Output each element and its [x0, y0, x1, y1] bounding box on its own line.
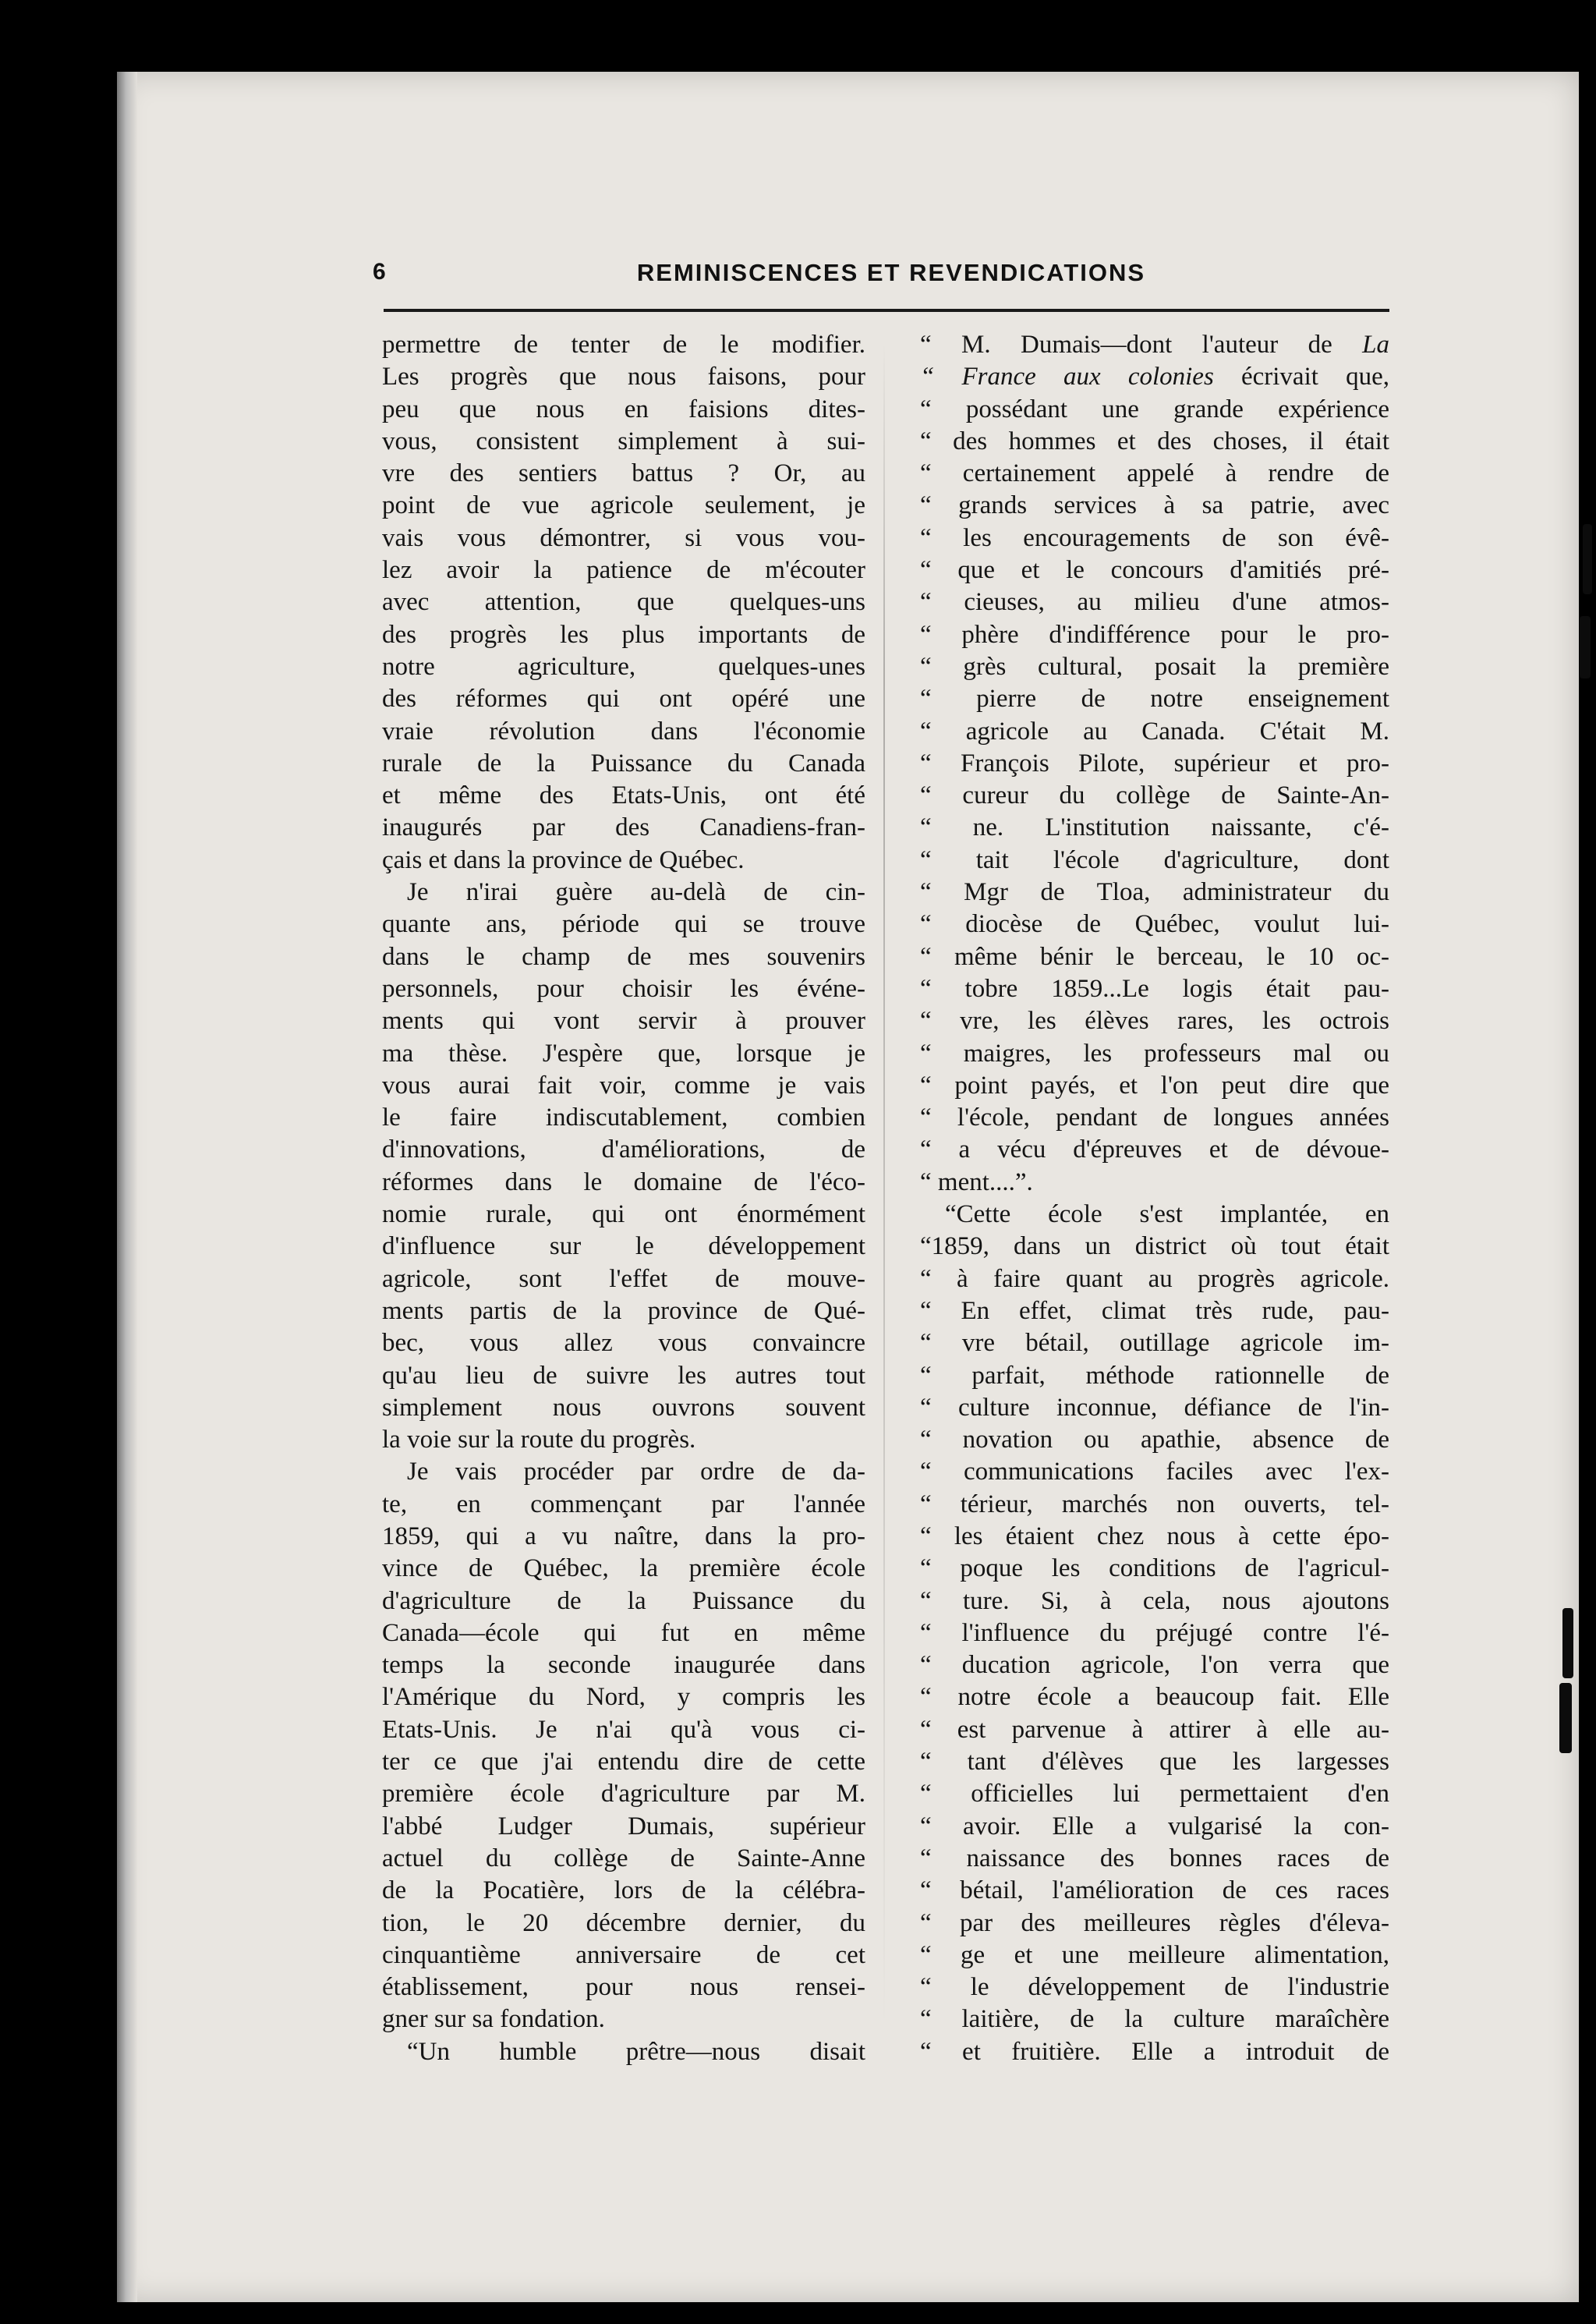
text-line: “ maigres, les professeurs mal ou: [920, 1039, 1389, 1068]
page-number: 6: [373, 259, 386, 285]
text-line: vous aurai fait voir, comme je vais: [382, 1071, 865, 1100]
text-line: çais et dans la province de Québec.: [382, 845, 745, 874]
text-line: “ officielles lui permettaient d'en: [920, 1780, 1389, 1809]
running-head: REMINISCENCES ET REVENDICATIONS: [636, 259, 1146, 286]
text-line: “Cette école s'est implantée, en: [945, 1200, 1389, 1229]
text-line: “ agricole au Canada. C'était M.: [920, 717, 1389, 746]
text-line: “ a vécu d'épreuves et de dévoue-: [920, 1135, 1389, 1164]
page-binding-shadow: [117, 72, 137, 2302]
text-line: “ des hommes et des choses, il était: [920, 427, 1389, 455]
text-line: “ Mgr de Tloa, administrateur du: [920, 878, 1389, 907]
text-line: Je n'irai guère au-delà de cin-: [407, 878, 865, 907]
text-line: point de vue agricole seulement, je: [382, 491, 865, 520]
text-line: “ l'influence du préjugé contre l'é-: [920, 1618, 1389, 1647]
text-line: “ par des meilleures règles d'éleva-: [920, 1908, 1389, 1937]
text-line: “ pierre de notre enseignement: [920, 685, 1389, 714]
scan-border: [1584, 0, 1596, 2324]
text-line: première école d'agriculture par M.: [382, 1780, 865, 1809]
text-line: Canada—école qui fut en même: [382, 1618, 865, 1647]
scan-edge-mark: [1580, 616, 1591, 678]
text-line: inaugurés par des Canadiens-fran-: [382, 813, 865, 842]
text-line: “ et fruitière. Elle a introduit de: [920, 2037, 1389, 2066]
text-line: “ ge et une meilleure alimentation,: [920, 1940, 1389, 1969]
text-line: notre agriculture, quelques-unes: [382, 652, 865, 681]
text-line: vous, consistent simplement à sui-: [382, 427, 865, 455]
text-line: “ communications faciles avec l'ex-: [920, 1458, 1389, 1486]
text-line: “ le développement de l'industrie: [920, 1973, 1389, 2002]
text-line: “ naissance des bonnes races de: [920, 1844, 1389, 1872]
text-line: “ à faire quant au progrès agricole.: [920, 1264, 1389, 1293]
scan-edge-mark: [1583, 524, 1592, 594]
text-line: cinquantième anniversaire de cet: [382, 1940, 865, 1969]
text-line: nomie rurale, qui ont énormément: [382, 1200, 865, 1229]
text-line: “ notre école a beaucoup fait. Elle: [920, 1683, 1389, 1712]
text-line: gner sur sa fondation.: [382, 2005, 605, 2034]
text-line: Etats-Unis. Je n'ai qu'à vous ci-: [382, 1715, 865, 1744]
text-line: “ tobre 1859...Le logis était pau-: [920, 974, 1389, 1003]
text-line: de la Pocatière, lors de la célébra-: [382, 1876, 865, 1905]
text-line: permettre de tenter de le modifier.: [382, 331, 865, 359]
text-line: des progrès les plus importants de: [382, 620, 865, 649]
text-line: “ est parvenue à attirer à elle au-: [920, 1715, 1389, 1744]
right-text-column: [920, 329, 1389, 2068]
text-line: dans le champ de mes souvenirs: [382, 942, 865, 971]
text-line: “ ne. L'institution naissante, c'é-: [920, 813, 1389, 842]
text-line: te, en commençant par l'année: [382, 1490, 865, 1518]
scan-edge-mark: [1562, 1608, 1573, 1678]
text-line: “ grès cultural, posait la première: [920, 652, 1389, 681]
text-line: ments partis de la province de Qué-: [382, 1296, 865, 1325]
text-line: actuel du collège de Sainte-Anne: [382, 1844, 865, 1872]
text-line: “ tant d'élèves que les largesses: [920, 1748, 1389, 1777]
text-line: “ novation ou apathie, absence de: [920, 1426, 1389, 1454]
text-line: “ culture inconnue, défiance de l'in-: [920, 1393, 1389, 1422]
text-line: agricole, sont l'effet de mouve-: [382, 1264, 865, 1293]
text-line: vraie révolution dans l'économie: [382, 717, 865, 746]
text-line: “ les étaient chez nous à cette épo-: [920, 1522, 1389, 1550]
text-line: vince de Québec, la première école: [382, 1554, 865, 1583]
text-line: tion, le 20 décembre dernier, du: [382, 1908, 865, 1937]
text-line: ma thèse. J'espère que, lorsque je: [382, 1039, 865, 1068]
text-line: peu que nous en faisions dites-: [382, 395, 865, 423]
text-line: “ bétail, l'amélioration de ces races: [920, 1876, 1389, 1905]
text-line: “ vre bétail, outillage agricole im-: [920, 1329, 1389, 1358]
text-line: des réformes qui ont opéré une: [382, 685, 865, 714]
text-line: temps la seconde inaugurée dans: [382, 1651, 865, 1680]
text-line: “ laitière, de la culture maraîchère: [920, 2005, 1389, 2034]
text-line: “ certainement appelé à rendre de: [920, 459, 1389, 488]
text-line: “ vre, les élèves rares, les octrois: [920, 1007, 1389, 1036]
text-line: “ térieur, marchés non ouverts, tel-: [920, 1490, 1389, 1518]
text-line: “ parfait, méthode rationnelle de: [920, 1361, 1389, 1390]
left-text-column: [382, 329, 865, 2068]
text-line: vais vous démontrer, si vous vou-: [382, 523, 865, 552]
text-line: la voie sur la route du progrès.: [382, 1426, 696, 1454]
page-header: [373, 259, 1410, 290]
text-line: “ les encouragements de son évê-: [920, 523, 1389, 552]
text-line: d'influence sur le développement: [382, 1232, 865, 1261]
text-line: l'abbé Ludger Dumais, supérieur: [382, 1812, 865, 1840]
text-line: avec attention, que quelques-uns: [382, 588, 865, 617]
text-line: “ poque les conditions de l'agricul-: [920, 1554, 1389, 1583]
text-line: lez avoir la patience de m'écouter: [382, 556, 865, 585]
text-line: l'Amérique du Nord, y compris les: [382, 1683, 865, 1712]
text-line: “ que et le concours d'amitiés pré-: [920, 556, 1389, 585]
text-line: réformes dans le domaine de l'éco-: [382, 1167, 865, 1196]
text-line: “ France aux colonies écrivait que,: [920, 363, 1389, 391]
text-line: “ point payés, et l'on peut dire que: [920, 1071, 1389, 1100]
text-line: rurale de la Puissance du Canada: [382, 749, 865, 778]
text-line: “ grands services à sa patrie, avec: [920, 491, 1389, 520]
text-line: le faire indiscutablement, combien: [382, 1104, 865, 1132]
text-line: Les progrès que nous faisons, pour: [382, 363, 865, 391]
text-line: “1859, dans un district où tout était: [920, 1232, 1389, 1261]
text-line: “ même bénir le berceau, le 10 oc-: [920, 942, 1389, 971]
text-line: “Un humble prêtre—nous disait: [407, 2037, 865, 2066]
text-line: “ En effet, climat très rude, pau-: [920, 1296, 1389, 1325]
header-rule: [384, 309, 1389, 312]
text-line: et même des Etats-Unis, ont été: [382, 781, 865, 810]
text-line: 1859, qui a vu naître, dans la pro-: [382, 1522, 865, 1550]
text-line: “ ment....”.: [920, 1167, 1033, 1196]
text-line: ter ce que j'ai entendu dire de cette: [382, 1748, 865, 1777]
text-line: établissement, pour nous rensei-: [382, 1973, 865, 2002]
text-line: vre des sentiers battus ? Or, au: [382, 459, 865, 488]
text-line: “ ture. Si, à cela, nous ajoutons: [920, 1586, 1389, 1615]
text-line: “ possédant une grande expérience: [920, 395, 1389, 423]
text-line: ments qui vont servir à prouver: [382, 1007, 865, 1036]
text-line: d'agriculture de la Puissance du: [382, 1586, 865, 1615]
text-line: simplement nous ouvrons souvent: [382, 1393, 865, 1422]
text-line: “ François Pilote, supérieur et pro-: [920, 749, 1389, 778]
scan-edge-mark: [1559, 1683, 1572, 1753]
text-line: “ cureur du collège de Sainte-An-: [920, 781, 1389, 810]
text-line: “ tait l'école d'agriculture, dont: [920, 845, 1389, 874]
text-line: “ cieuses, au milieu d'une atmos-: [920, 588, 1389, 617]
column-divider: [883, 343, 885, 2028]
text-line: qu'au lieu de suivre les autres tout: [382, 1361, 865, 1390]
text-line: “ l'école, pendant de longues années: [920, 1104, 1389, 1132]
text-line: bec, vous allez vous convaincre: [382, 1329, 865, 1358]
text-line: “ phère d'indifférence pour le pro-: [920, 620, 1389, 649]
text-line: quante ans, période qui se trouve: [382, 910, 865, 939]
text-line: “ M. Dumais—dont l'auteur de La: [920, 331, 1389, 359]
text-line: “ diocèse de Québec, voulut lui-: [920, 910, 1389, 939]
text-line: Je vais procéder par ordre de da-: [407, 1458, 865, 1486]
text-line: “ avoir. Elle a vulgarisé la con-: [920, 1812, 1389, 1840]
text-line: personnels, pour choisir les événe-: [382, 974, 865, 1003]
text-line: “ ducation agricole, l'on verra que: [920, 1651, 1389, 1680]
text-line: d'innovations, d'améliorations, de: [382, 1135, 865, 1164]
